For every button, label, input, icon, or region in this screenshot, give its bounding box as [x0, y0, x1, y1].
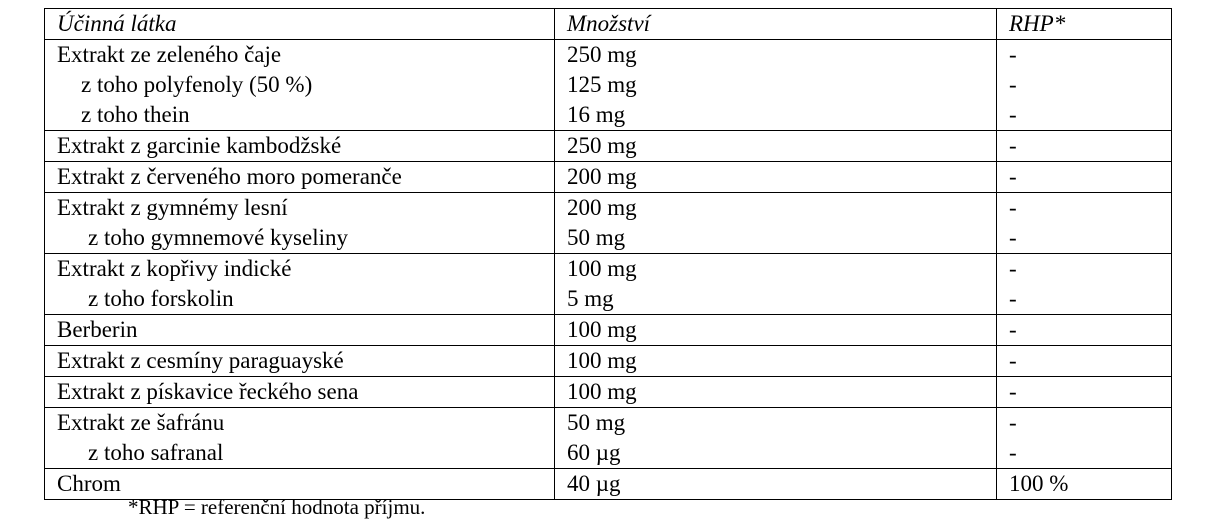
amount-cell — [555, 469, 997, 500]
substance-cell — [45, 346, 555, 377]
footnote: *RHP = referenční hodnota příjmu. — [128, 495, 426, 519]
amount-cell — [555, 377, 997, 408]
header-active-substance: Účinná látka — [45, 9, 555, 40]
table-row — [45, 408, 1172, 469]
table-header-row — [45, 9, 1172, 40]
amount-value: 200 mg — [567, 164, 637, 189]
amount-cell — [555, 408, 997, 469]
rhp-cell — [997, 254, 1172, 315]
rhp-value: 100 % — [1009, 471, 1069, 496]
table-row — [45, 254, 1172, 315]
substance-cell — [45, 377, 555, 408]
rhp-value: - — [1009, 225, 1017, 250]
substance-name: Extrakt z červeného moro pomeranče — [57, 164, 402, 189]
composition-table — [44, 8, 1172, 500]
rhp-value: - — [1009, 42, 1017, 67]
amount-value: 100 mg — [567, 348, 637, 373]
amount-value: 250 mg — [567, 42, 637, 67]
substance-name: z toho gymnemové kyseliny — [88, 225, 348, 250]
rhp-cell — [997, 469, 1172, 500]
rhp-cell — [997, 40, 1172, 131]
rhp-value: - — [1009, 102, 1017, 127]
amount-value: 100 mg — [567, 379, 637, 404]
rhp-cell — [997, 162, 1172, 193]
table-row — [45, 377, 1172, 408]
amount-cell — [555, 40, 997, 131]
substance-name: Extrakt z garcinie kambodžské — [57, 133, 342, 158]
table-row — [45, 131, 1172, 162]
rhp-cell — [997, 408, 1172, 469]
rhp-value: - — [1009, 195, 1017, 220]
amount-value: 50 mg — [567, 410, 626, 435]
amount-cell — [555, 315, 997, 346]
amount-cell — [555, 193, 997, 254]
rhp-value: - — [1009, 348, 1017, 373]
rhp-value: - — [1009, 256, 1017, 281]
rhp-cell — [997, 346, 1172, 377]
substance-cell — [45, 131, 555, 162]
amount-value: 16 mg — [567, 102, 626, 127]
substance-cell — [45, 254, 555, 315]
amount-value: 5 mg — [567, 286, 614, 311]
rhp-value: - — [1009, 164, 1017, 189]
substance-name: Extrakt z cesmíny paraguayské — [57, 348, 344, 373]
rhp-value: - — [1009, 379, 1017, 404]
substance-name: z toho forskolin — [88, 286, 234, 311]
rhp-cell — [997, 193, 1172, 254]
amount-cell — [555, 346, 997, 377]
substance-name: z toho safranal — [88, 440, 224, 465]
amount-value: 100 mg — [567, 256, 637, 281]
table-body — [45, 40, 1172, 500]
rhp-value: - — [1009, 286, 1017, 311]
substance-name: Extrakt ze zeleného čaje — [57, 42, 282, 67]
substance-name: Chrom — [57, 471, 121, 496]
substance-name: z toho polyfenoly (50 %) — [81, 72, 313, 97]
header-amount: Množství — [555, 9, 997, 40]
substance-name: Extrakt z pískavice řeckého sena — [57, 379, 359, 404]
substance-cell — [45, 408, 555, 469]
amount-value: 40 µg — [567, 471, 621, 496]
table-row — [45, 346, 1172, 377]
rhp-cell — [997, 131, 1172, 162]
substance-cell — [45, 315, 555, 346]
substance-cell — [45, 40, 555, 131]
table-row — [45, 162, 1172, 193]
substance-name: Extrakt z gymnémy lesní — [57, 195, 288, 220]
table-row — [45, 193, 1172, 254]
rhp-cell — [997, 377, 1172, 408]
amount-cell — [555, 131, 997, 162]
substance-cell — [45, 193, 555, 254]
table-row — [45, 315, 1172, 346]
substance-name: Extrakt ze šafránu — [57, 410, 225, 435]
amount-value: 125 mg — [567, 72, 637, 97]
rhp-value: - — [1009, 72, 1017, 97]
rhp-cell — [997, 315, 1172, 346]
substance-name: Berberin — [57, 317, 138, 342]
amount-value: 60 µg — [567, 440, 621, 465]
amount-cell — [555, 254, 997, 315]
rhp-value: - — [1009, 317, 1017, 342]
amount-value: 100 mg — [567, 317, 637, 342]
amount-cell — [555, 162, 997, 193]
amount-value: 250 mg — [567, 133, 637, 158]
rhp-value: - — [1009, 440, 1017, 465]
substance-name: Extrakt z kopřivy indické — [57, 256, 292, 281]
header-rhp: RHP* — [997, 9, 1172, 40]
amount-value: 50 mg — [567, 225, 626, 250]
rhp-value: - — [1009, 133, 1017, 158]
substance-cell — [45, 162, 555, 193]
substance-name: z toho thein — [81, 102, 190, 127]
rhp-value: - — [1009, 410, 1017, 435]
table-row — [45, 40, 1172, 131]
amount-value: 200 mg — [567, 195, 637, 220]
